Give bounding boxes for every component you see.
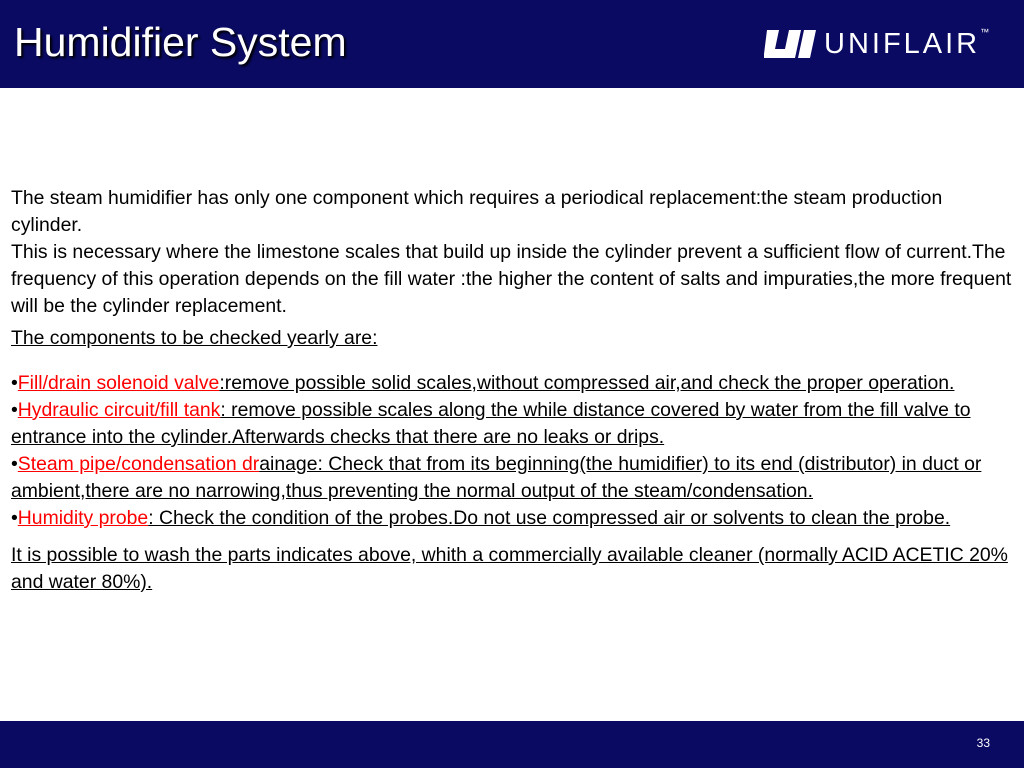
logo-trademark: ™ xyxy=(980,27,990,37)
checklist-item-steam-pipe xyxy=(11,451,1016,505)
item-description: : remove possible scales along the while distance covered by water from the fill valve to entrance into the cylinder.Afterwards checks that there are no leaks or drips. xyxy=(11,399,971,448)
uniflair-u-logo-icon xyxy=(764,28,818,60)
bullet: • xyxy=(11,453,18,475)
uniflair-logo xyxy=(764,27,989,61)
checklist-item-hydraulic-circuit xyxy=(11,397,1016,451)
item-term: Hydraulic circuit/fill tank xyxy=(17,399,221,421)
closing-note: It is possible to wash the parts indicates above, whith a commercially available cleaner (normally ACID ACETIC 20% and water 80%). xyxy=(11,544,1008,593)
bullet: • xyxy=(11,399,18,421)
item-term: Steam pipe/condensation dr xyxy=(17,453,260,475)
item-term: Fill/drain solenoid valve xyxy=(17,372,220,394)
item-description: : Check the condition of the probes.Do not use compressed air or solvents to clean the probe. xyxy=(148,507,951,529)
item-term: Humidity probe xyxy=(17,507,149,529)
checklist-item-fill-drain-valve xyxy=(11,370,1016,397)
intro-paragraph-2: This is necessary where the limestone scales that build up inside the cylinder prevent a sufficient flow of current.The frequency of this operation depends on the fill water :the higher the content of salts and impuraties,the more frequent will be the cylinder replacement. xyxy=(11,241,1012,317)
page-number: 33 xyxy=(976,736,990,750)
intro-paragraph-1: The steam humidifier has only one component which requires a periodical replacement:the steam production cylinder. xyxy=(11,187,943,236)
bullet: • xyxy=(11,507,18,529)
bullet: • xyxy=(11,372,18,394)
slide-body xyxy=(11,185,1016,596)
checklist-heading: The components to be checked yearly are: xyxy=(11,327,378,349)
logo-text: UNIFLAIR xyxy=(824,28,981,60)
item-description: :remove possible solid scales,without compressed air,and check the proper operation. xyxy=(219,372,955,394)
header-bar xyxy=(0,0,1024,88)
item-description: ainage: Check that from its beginning(the humidifier) to its end (distributor) in duct or ambient,there are no narrowing,thus preventing the normal output of the steam/condensation. xyxy=(11,453,982,502)
footer-bar xyxy=(0,721,1024,768)
checklist-item-humidity-probe xyxy=(11,505,1016,532)
slide-title: Humidifier System xyxy=(14,19,347,65)
